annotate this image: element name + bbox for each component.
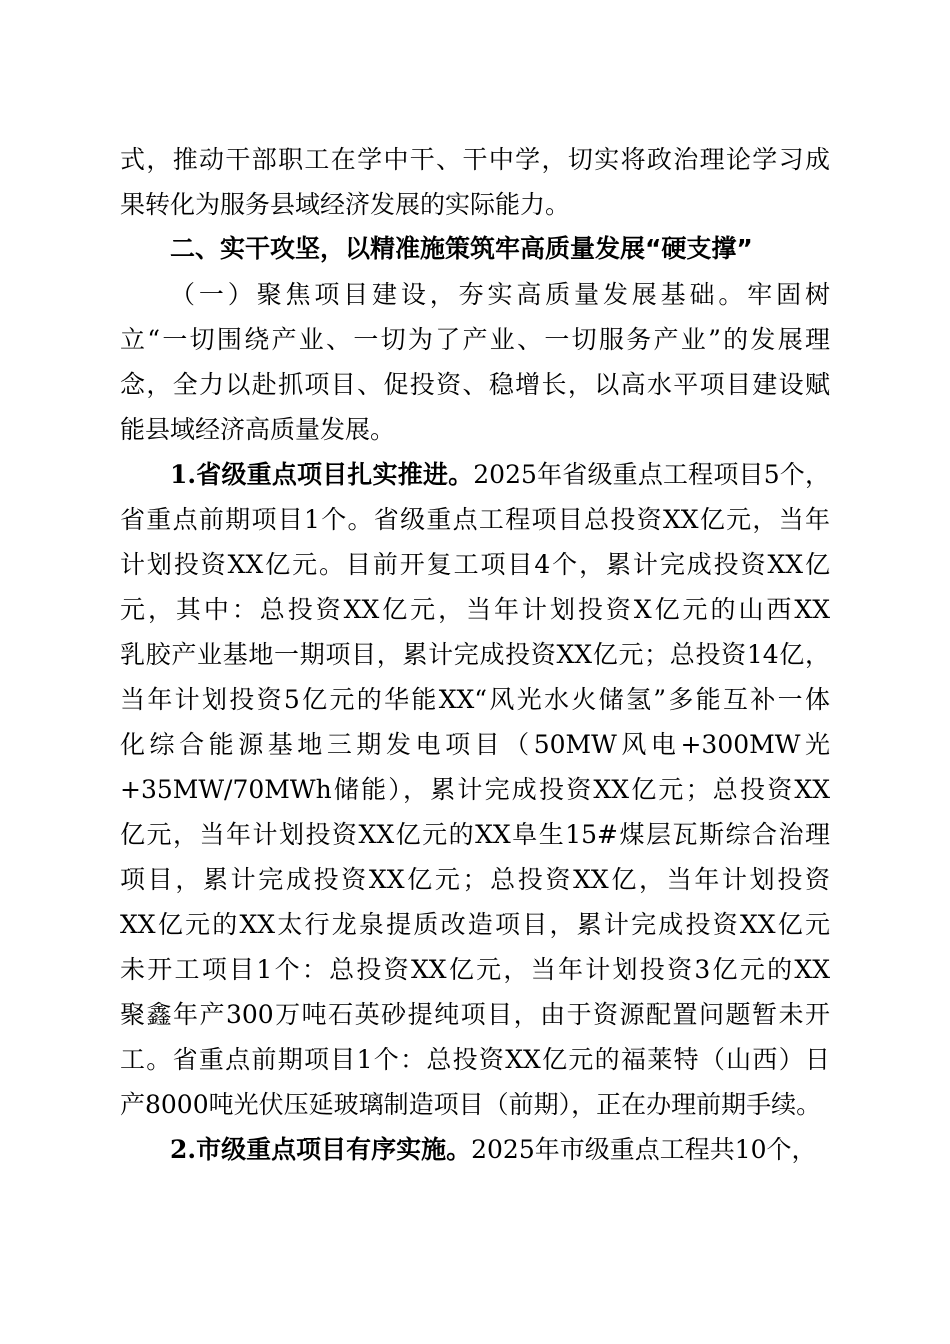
body-text-line: XX亿元的XX太行龙泉提质改造项目，累计完成投资XX亿元	[120, 910, 830, 939]
body-text-line: 当年计划投资5亿元的华能XX“风光水火储氢”多能互补一体	[120, 685, 830, 714]
body-text-line: 念，全力以赴抓项目、促投资、稳增长，以高水平项目建设赋	[120, 370, 830, 399]
body-text-line: 立“一切围绕产业、一切为了产业、一切服务产业”的发展理	[120, 325, 830, 354]
body-text-line: 式，推动干部职工在学中干、干中学，切实将政治理论学习成	[120, 145, 830, 174]
body-text-run: 2025年省级重点工程项目5个，	[473, 460, 830, 489]
body-text-line: 未开工项目1个：总投资XX亿元，当年计划投资3亿元的XX	[120, 955, 830, 984]
body-text-run: 2025年市级重点工程共10个，	[471, 1135, 817, 1164]
body-text-line: 计划投资XX亿元。目前开复工项目4个，累计完成投资XX亿	[120, 550, 830, 579]
section-heading: 二、实干攻坚，以精准施策筑牢高质量发展“硬支撑”	[170, 234, 753, 263]
subsection-lead: 2.市级重点项目有序实施。	[170, 1135, 472, 1164]
body-text-line: 元，其中：总投资XX亿元，当年计划投资X亿元的山西XX	[120, 595, 830, 624]
body-text-line: 果转化为服务县域经济发展的实际能力。	[120, 190, 571, 219]
paragraph-first-line	[170, 1135, 830, 1165]
body-text-line: 乳胶产业基地一期项目，累计完成投资XX亿元；总投资14亿，	[120, 640, 830, 669]
paragraph-first-line	[170, 460, 830, 490]
subsection-lead: 1.省级重点项目扎实推进。	[170, 460, 474, 489]
body-text-line: +35MW/70MWh储能），累计完成投资XX亿元；总投资XX	[120, 775, 830, 804]
body-text-line: 聚鑫年产300万吨石英砂提纯项目，由于资源配置问题暂未开	[120, 1000, 830, 1029]
body-text-line: 项目，累计完成投资XX亿元；总投资XX亿，当年计划投资	[120, 865, 830, 894]
body-text-line: 工。省重点前期项目1个：总投资XX亿元的福莱特（山西）日	[120, 1045, 830, 1074]
body-text-line: 化综合能源基地三期发电项目（50MW风电+300MW光	[120, 730, 830, 759]
body-text-line: 能县域经济高质量发展。	[120, 415, 396, 444]
body-text-line: 产8000吨光伏压延玻璃制造项目（前期），正在办理前期手续。	[120, 1090, 822, 1119]
body-text-line: 省重点前期项目1个。省级重点工程项目总投资XX亿元，当年	[120, 505, 830, 534]
body-text-line: （一）聚焦项目建设，夯实高质量发展基础。牢固树	[170, 280, 830, 309]
body-text-line: 亿元，当年计划投资XX亿元的XX阜生15#煤层瓦斯综合治理	[120, 820, 830, 849]
